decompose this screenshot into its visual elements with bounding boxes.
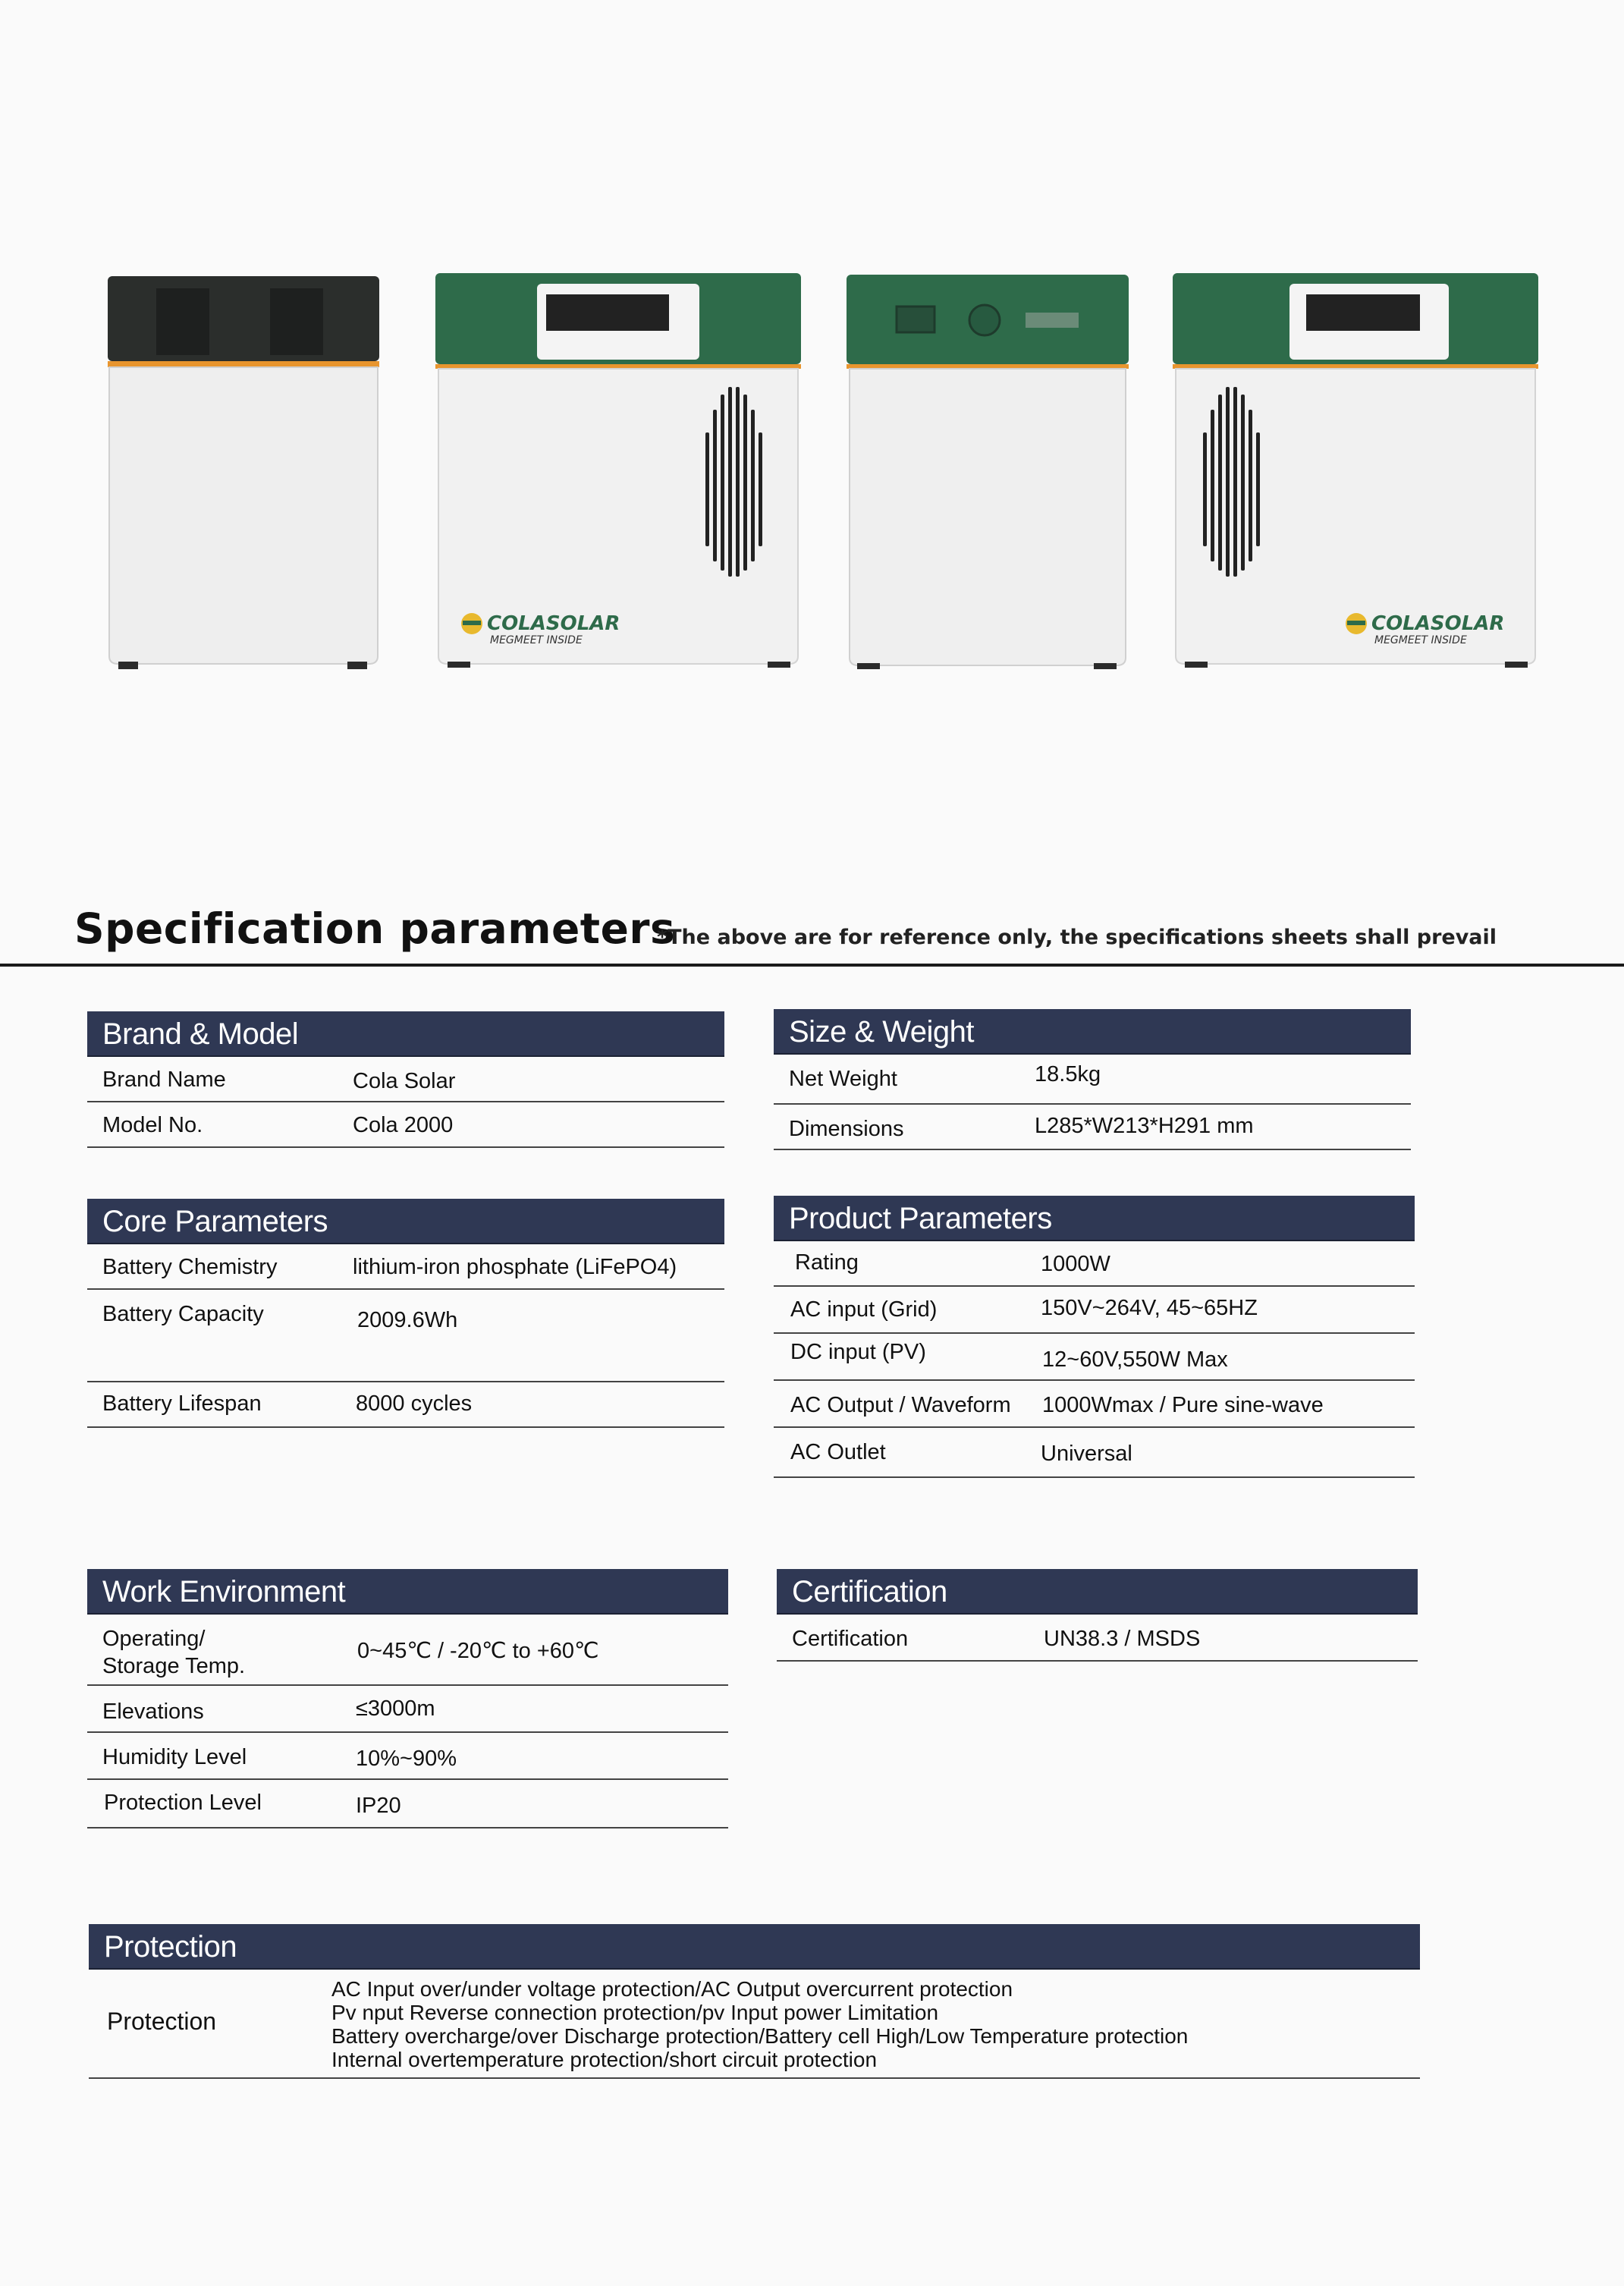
product-image-back <box>843 275 1132 677</box>
core-parameters-section <box>87 1199 724 1428</box>
brand-name-label: Brand Name <box>102 1068 226 1092</box>
svg-text:MEGMEET INSIDE: MEGMEET INSIDE <box>1374 634 1467 646</box>
ac-input-value: 150V~264V, 45~65HZ <box>1041 1296 1258 1320</box>
title-divider <box>0 964 1624 967</box>
protection-level-value: IP20 <box>356 1794 401 1818</box>
elevations-value: ≤3000m <box>356 1696 435 1721</box>
reference-note: *The above are for reference only, the specifications sheets shall prevail <box>657 926 1497 949</box>
ac-input-label: AC input (Grid) <box>790 1297 938 1322</box>
work-environment-section <box>87 1569 728 1828</box>
table-row <box>774 1334 1415 1381</box>
battery-chemistry-value: lithium-iron phosphate (LiFePO4) <box>353 1255 677 1279</box>
page-title: Specification parameters <box>74 904 676 953</box>
dc-input-value: 12~60V,550W Max <box>1042 1347 1228 1372</box>
temp-label-line-2: Storage Temp. <box>102 1654 246 1678</box>
battery-lifespan-label: Battery Lifespan <box>102 1391 262 1416</box>
net-weight-value: 18.5kg <box>1035 1062 1101 1086</box>
temp-label-line-1: Operating/ <box>102 1627 206 1651</box>
table-row <box>774 1381 1415 1428</box>
dimensions-label: Dimensions <box>789 1117 904 1141</box>
table-row <box>87 1615 728 1686</box>
dimensions-value: L285*W213*H291 mm <box>1035 1114 1254 1138</box>
table-row <box>777 1615 1418 1662</box>
battery-chemistry-label: Battery Chemistry <box>102 1255 278 1279</box>
table-row <box>87 1382 724 1428</box>
table-row <box>87 1733 728 1780</box>
table-row <box>87 1244 724 1290</box>
table-row <box>87 1102 724 1148</box>
battery-capacity-label: Battery Capacity <box>102 1302 264 1326</box>
battery-capacity-value: 2009.6Wh <box>357 1308 458 1332</box>
rating-label: Rating <box>795 1250 859 1275</box>
brand-model-section <box>87 1011 724 1148</box>
table-row <box>774 1105 1411 1150</box>
protection-header: Protection <box>89 1924 1420 1970</box>
product-image-side <box>103 273 384 675</box>
svg-text:MEGMEET INSIDE: MEGMEET INSIDE <box>490 634 583 646</box>
brand-logo-text: COLASOLAR <box>1371 612 1505 635</box>
table-row <box>87 1686 728 1733</box>
table-row <box>774 1241 1415 1287</box>
humidity-label: Humidity Level <box>102 1745 247 1769</box>
ac-output-value: 1000Wmax / Pure sine-wave <box>1042 1393 1324 1417</box>
work-environment-header: Work Environment <box>87 1569 728 1615</box>
core-parameters-header: Core Parameters <box>87 1199 724 1244</box>
ac-output-label: AC Output / Waveform <box>790 1393 1011 1417</box>
temp-label <box>102 1625 245 1680</box>
size-weight-section <box>774 1009 1411 1150</box>
rating-value: 1000W <box>1041 1252 1110 1276</box>
certification-value: UN38.3 / MSDS <box>1044 1627 1201 1651</box>
product-image-front-2 <box>1170 273 1541 675</box>
protection-line: Internal overtemperature protection/short circuit protection <box>331 2048 878 2071</box>
size-weight-header: Size & Weight <box>774 1009 1411 1055</box>
net-weight-label: Net Weight <box>789 1067 897 1091</box>
table-row <box>774 1428 1415 1478</box>
model-no-label: Model No. <box>102 1113 203 1137</box>
temp-value: 0~45℃ / -20℃ to +60℃ <box>357 1639 599 1663</box>
certification-label: Certification <box>792 1627 909 1651</box>
table-row <box>89 1970 1420 2079</box>
brand-model-header: Brand & Model <box>87 1011 724 1057</box>
product-image-front-1 <box>432 273 804 675</box>
product-parameters-header: Product Parameters <box>774 1196 1415 1241</box>
elevations-label: Elevations <box>102 1700 204 1724</box>
protection-section <box>89 1924 1420 2079</box>
battery-lifespan-value: 8000 cycles <box>356 1391 473 1416</box>
table-row <box>774 1287 1415 1334</box>
certification-header: Certification <box>777 1569 1418 1615</box>
table-row <box>87 1057 724 1102</box>
product-parameters-section <box>774 1196 1415 1478</box>
protection-line: AC Input over/under voltage protection/AC Output overcurrent protection <box>331 1977 1013 2001</box>
table-row <box>774 1055 1411 1105</box>
protection-list <box>331 1977 1188 2071</box>
humidity-value: 10%~90% <box>356 1747 457 1771</box>
ac-outlet-value: Universal <box>1041 1442 1132 1466</box>
protection-level-label: Protection Level <box>104 1791 262 1815</box>
protection-line: Pv nput Reverse connection protection/pv Input power Limitation <box>331 2001 939 2024</box>
protection-line: Battery overcharge/over Discharge protection/Battery cell High/Low Temperature protection <box>331 2024 1189 2048</box>
table-row <box>87 1290 724 1382</box>
certification-section <box>777 1569 1418 1662</box>
ac-outlet-label: AC Outlet <box>790 1440 886 1464</box>
dc-input-label: DC input (PV) <box>790 1340 926 1364</box>
model-no-value: Cola 2000 <box>353 1113 454 1137</box>
brand-name-value: Cola Solar <box>353 1069 456 1093</box>
protection-label: Protection <box>107 2008 217 2035</box>
brand-logo-text: COLASOLAR <box>487 612 620 635</box>
table-row <box>87 1780 728 1828</box>
